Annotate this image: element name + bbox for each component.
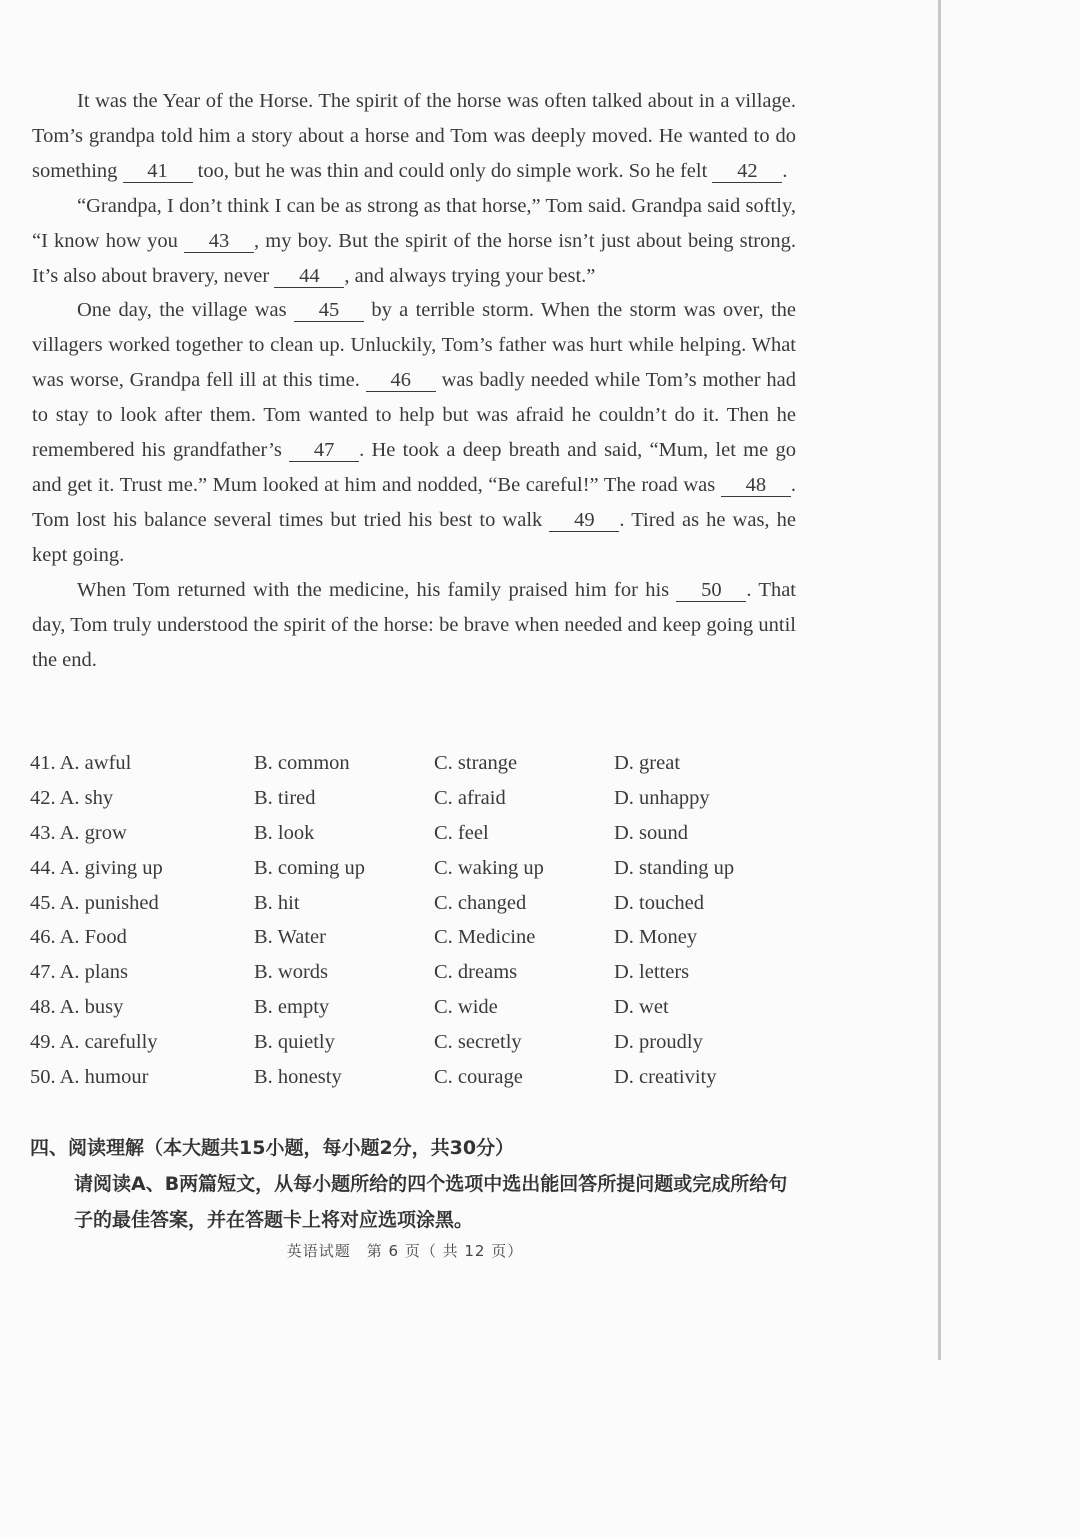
section-title: 四、阅读理解（本大题共15小题，每小题2分，共30分） <box>30 1137 515 1159</box>
paragraph-3: One day, the village was 45 by a terrible storm. When the storm was over, the villagers worked together to clean up. Unluckily, Tom’s father was hurt while helping. What was worse, Grandpa fell ill at this time. 46 was badly needed while Tom’s mother had to stay to look after them. Tom wanted to help but was afraid he couldn’t do it. Then he remembered his grandfather’s 47 . He took a deep breath and said, “Mum, let me go and get it. Trust me.” Mum looked at him and nodded, “Be careful!” The road was 48 . Tom lost his balance several times but tried his best to walk 49 . Tired as he was, he kept going. <box>32 299 796 566</box>
option-row-43: 43. A. grow B. look C. feel D. sound <box>30 821 689 844</box>
page-edge-line <box>938 0 941 1360</box>
blank-48: 48 <box>721 474 791 497</box>
section-instruction: 请阅读A、B两篇短文，从每小题所给的四个选项中选出能回答所提问题或完成所给句子的最佳答案，并在答题卡上将对应选项涂黑。 <box>74 1173 788 1231</box>
paragraph-1: It was the Year of the Horse. The spirit of the horse was often talked about in a village. Tom’s grandpa told him a story about a horse and Tom was deeply moved. He wanted to do something 41 too, but he was thin and could only do simple work. So he felt 42 . <box>32 90 796 182</box>
option-row-45: 45. A. punished B. hit C. changed D. touched <box>30 891 704 914</box>
option-row-47: 47. A. plans B. words C. dreams D. letters <box>30 961 690 984</box>
option-row-42: 42. A. shy B. tired C. afraid D. unhappy <box>30 786 710 809</box>
blank-41: 41 <box>123 160 193 183</box>
blank-45: 45 <box>294 299 364 322</box>
option-row-49: 49. A. carefully B. quietly C. secretly D. proudly <box>30 1031 703 1054</box>
option-row-50: 50. A. humour B. honesty C. courage D. creativity <box>30 1066 717 1089</box>
paragraph-2: “Grandpa, I don’t think I can be as strong as that horse,” Tom said. Grandpa said softly, “I know how you 43 , my boy. But the spirit of the horse isn’t just about being strong. It’s also about bravery, never 44 , and always trying your best.” <box>32 194 796 287</box>
option-row-44: 44. A. giving up B. coming up C. waking up D. standing up <box>30 856 735 879</box>
options-table <box>30 746 810 1095</box>
option-row-41: 41. A. awful B. common C. strange D. great <box>30 752 681 774</box>
paragraph-4: When Tom returned with the medicine, his family praised him for his 50 . That day, Tom truly understood the spirit of the horse: be brave when needed and keep going until the end. <box>32 578 796 671</box>
blank-49: 49 <box>549 509 619 532</box>
cloze-passage <box>32 84 796 677</box>
blank-50: 50 <box>676 579 746 602</box>
blank-42: 42 <box>712 160 782 183</box>
option-row-46: 46. A. Food B. Water C. Medicine D. Money <box>30 926 698 949</box>
blank-44: 44 <box>274 265 344 288</box>
option-row-48: 48. A. busy B. empty C. wide D. wet <box>30 996 669 1019</box>
blank-43: 43 <box>184 230 254 253</box>
blank-46: 46 <box>366 369 436 392</box>
blank-47: 47 <box>289 439 359 462</box>
page-footer: 英语试题 第 6 页（ 共 12 页） <box>286 1242 524 1260</box>
